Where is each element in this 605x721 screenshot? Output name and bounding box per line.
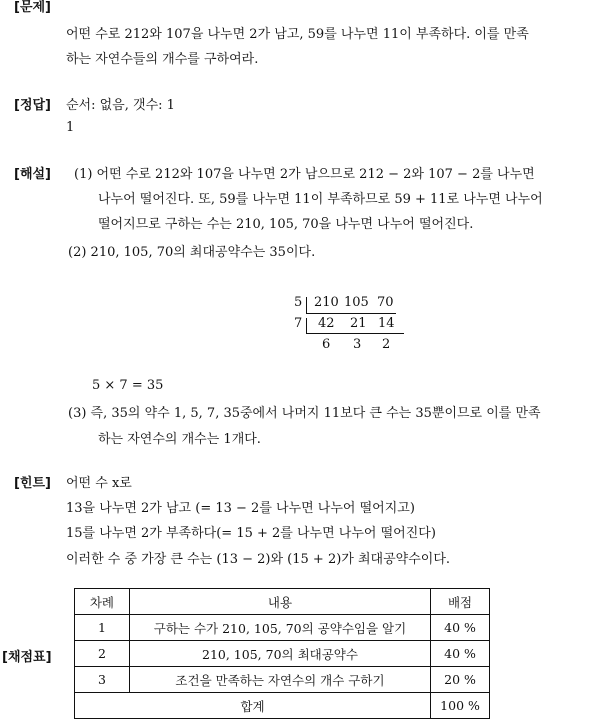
answer-text-line-1: 순서: 없음, 갯수: 1 <box>66 98 175 113</box>
scoring-total-row <box>75 693 490 719</box>
problem-text-line-1: 어떤 수로 212와 107을 나누면 2가 남고, 59를 나누면 11이 부족하다. 이를 만족 <box>66 27 529 42</box>
scoring-table <box>74 588 490 719</box>
total-value: 100 % <box>431 693 490 719</box>
scoring-header-row <box>75 589 490 615</box>
result-6: 6 <box>322 337 331 352</box>
table-row <box>75 667 490 693</box>
divisor-7: 7 <box>294 316 303 331</box>
total-label: 합계 <box>75 693 431 719</box>
division-bracket-2 <box>306 318 307 334</box>
row-content: 210, 105, 70의 최대공약수 <box>129 641 430 667</box>
dividend-70: 70 <box>377 295 394 310</box>
answer-text-line-2: 1 <box>66 120 75 135</box>
solution-p1-line-1: (1) 어떤 수로 212와 107을 나누면 2가 남으므로 212 − 2와 107 − 2를 나누면 <box>74 167 535 182</box>
problem-text-line-2: 하는 자연수들의 개수를 구하여라. <box>66 52 259 67</box>
solution-label: [해설] <box>14 167 51 182</box>
row-points: 20 % <box>431 667 490 693</box>
row-order: 3 <box>75 667 130 693</box>
divisor-5: 5 <box>294 295 303 310</box>
solution-p3-line-1: (3) 즉, 35의 약수 1, 5, 7, 35중에서 나머지 11보다 큰 수는 35뿐이므로 이를 만족 <box>68 406 541 421</box>
table-row <box>75 641 490 667</box>
answer-label: [정답] <box>14 98 51 113</box>
row-points: 40 % <box>431 615 490 641</box>
hint-line-4: 이러한 수 중 가장 큰 수는 (13 − 2)와 (15 + 2)가 최대공약수이다. <box>66 552 451 567</box>
solution-p1-line-2: 나누어 떨어진다. 또, 59를 나누면 11이 부족하므로 59 + 11로 나누면 나누어 <box>98 192 543 207</box>
solution-product: 5 × 7 = 35 <box>92 378 164 393</box>
quotient-14: 14 <box>378 316 395 331</box>
quotient-42: 42 <box>318 316 335 331</box>
solution-p2-line-1: (2) 210, 105, 70의 최대공약수는 35이다. <box>68 245 316 260</box>
result-3: 3 <box>353 337 362 352</box>
division-underline-2 <box>306 333 404 334</box>
result-2: 2 <box>382 337 391 352</box>
quotient-21: 21 <box>350 316 367 331</box>
row-points: 40 % <box>431 641 490 667</box>
hint-line-2: 13을 나누면 2가 남고 (= 13 − 2를 나누면 나누어 떨어지고) <box>66 501 415 516</box>
hint-label: [힌트] <box>14 476 51 491</box>
row-order: 2 <box>75 641 130 667</box>
row-content: 구하는 수가 210, 105, 70의 공약수임을 알기 <box>129 615 430 641</box>
dividend-210: 210 <box>314 295 339 310</box>
solution-p3-line-2: 하는 자연수의 개수는 1개다. <box>98 432 261 447</box>
dividend-105: 105 <box>344 295 369 310</box>
scoring-label: [채점표] <box>2 650 52 665</box>
hint-line-1: 어떤 수 x로 <box>66 476 132 491</box>
row-content: 조건을 만족하는 자연수의 개수 구하기 <box>129 667 430 693</box>
table-row <box>75 615 490 641</box>
row-order: 1 <box>75 615 130 641</box>
header-order: 차례 <box>75 589 130 615</box>
hint-line-3: 15를 나누면 2가 부족하다(= 15 + 2를 나누면 나누어 떨어진다) <box>66 526 436 541</box>
header-points: 배점 <box>431 589 490 615</box>
solution-p1-line-3: 떨어지므로 구하는 수는 210, 105, 70을 나누면 나누어 떨어진다. <box>98 217 474 232</box>
division-underline-1 <box>306 313 396 314</box>
division-bracket-1 <box>306 297 307 313</box>
problem-label: [문제] <box>14 0 51 15</box>
header-content: 내용 <box>129 589 430 615</box>
